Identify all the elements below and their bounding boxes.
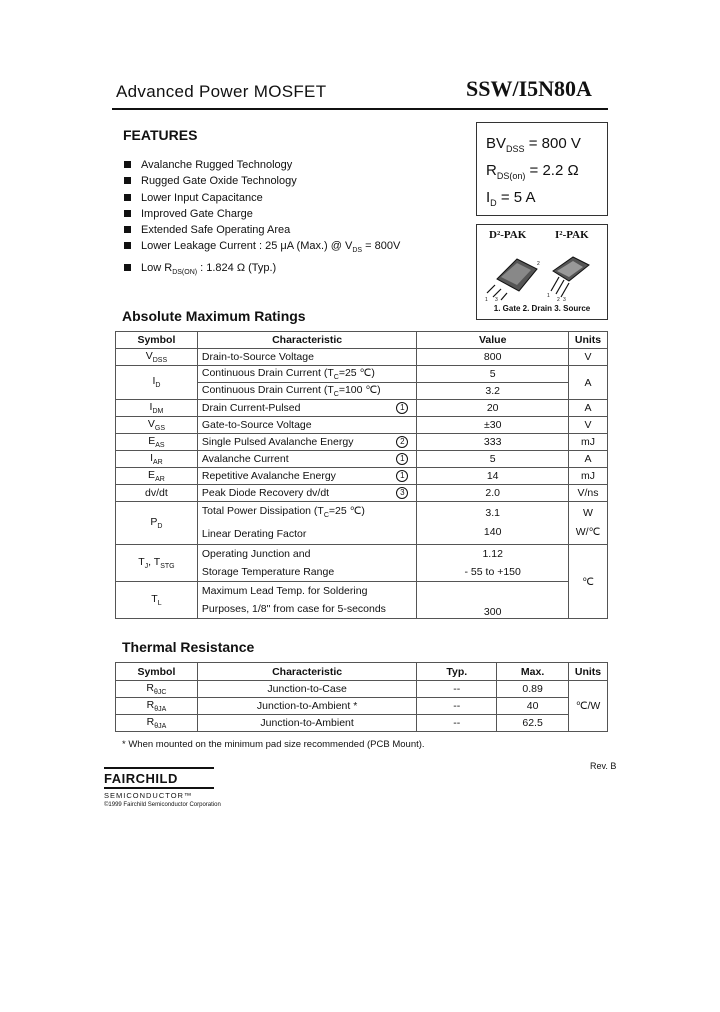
table-row: $T_L$ Maximum Lead Temp. for Soldering Purposes, 1/8" from case for 5-seconds 300 [116, 582, 608, 619]
table-row: $I_{DM}$ Drain Current-Pulsed 1 20 A [116, 400, 608, 417]
package-box [476, 224, 608, 320]
key-specs-box [476, 122, 608, 216]
svg-text:3: 3 [495, 297, 498, 303]
footnote: * When mounted on the minimum pad size recommended (PCB Mount). [122, 739, 425, 750]
table-row: $V_{DSS}$ Drain-to-Source Voltage 800 V [116, 349, 608, 366]
note-marker: 1 [396, 470, 408, 482]
thermal-table [115, 662, 608, 732]
feature-item: Extended Safe Operating Area [124, 222, 400, 238]
feature-item: Lower Leakage Current : 25 μA (Max.) @ $V_{DS} = 800V$ [124, 238, 400, 259]
i2pak-label: I²-PAK [555, 229, 589, 241]
table-row: $V_{GS}$ Gate-to-Source Voltage ±30 V [116, 417, 608, 434]
copyright: ©1999 Fairchild Semiconductor Corporation [104, 802, 221, 808]
table-row: $I_D$ Continuous Drain Current ($T_C=25$ ℃) 5 A [116, 366, 608, 383]
feature-item: Improved Gate Charge [124, 206, 400, 222]
note-marker: 2 [396, 436, 408, 448]
col-header: Units [569, 663, 608, 681]
logo-bar-bottom [104, 787, 214, 789]
i2pak-package-image [547, 257, 589, 303]
abs-max-table [115, 331, 608, 619]
table-row: $E_{AS}$ Single Pulsed Avalanche Energy 2 333 mJ [116, 434, 608, 451]
d2pak-package-image [485, 259, 540, 303]
feature-item: Lower Input Capacitance [124, 190, 400, 206]
col-header: Max. [497, 663, 569, 681]
features-list [124, 157, 400, 281]
logo-bar-top [104, 767, 214, 769]
features-title: FEATURES [123, 127, 198, 143]
part-number: SSW/I5N80A [466, 76, 592, 101]
table-row: $E_{AR}$ Repetitive Avalanche Energy 1 14 mJ [116, 468, 608, 485]
note-marker: 1 [396, 402, 408, 414]
table-row: $T_J$, $T_{STG}$ Operating Junction and Storage Temperature Range 1.12 - 55 to +150 ℃ [116, 545, 608, 582]
svg-text:1: 1 [485, 297, 488, 303]
svg-text:3: 3 [563, 297, 566, 303]
thermal-title: Thermal Resistance [122, 639, 255, 655]
table-header-row [116, 332, 608, 349]
note-marker: 3 [396, 487, 408, 499]
header-rule [112, 108, 608, 110]
fairchild-logo: FAIRCHILD [104, 771, 178, 786]
note-marker: 1 [396, 453, 408, 465]
table-header-row [116, 663, 608, 681]
col-header: Units [569, 332, 608, 349]
spec-id: $I_D = 5$ A [486, 189, 536, 208]
spec-bvdss: $BV_{DSS} = 800$ V [486, 135, 581, 154]
revision-label: Rev. B [590, 761, 617, 771]
logo-subtitle: SEMICONDUCTOR™ [104, 791, 193, 800]
table-row: $R_{\theta JC}$ Junction-to-Case -- 0.89 ℃/W [116, 681, 608, 698]
table-row: $P_D$ Total Power Dissipation ($T_C=25$ ℃) Linear Derating Factor 3.1 140 W W/℃ [116, 502, 608, 545]
feature-item: Low $R_{DS(ON)}$ : 1.824 Ω (Typ.) [124, 260, 400, 281]
pin-caption: 1. Gate 2. Drain 3. Source [493, 304, 591, 313]
package-drawing [485, 245, 601, 303]
col-header: Typ. [417, 663, 497, 681]
col-header: Characteristic [197, 663, 417, 681]
spec-rdson: $R_{DS(on)} = 2.2$ Ω [486, 162, 579, 181]
svg-text:1: 1 [547, 293, 550, 299]
svg-text:2: 2 [557, 297, 560, 303]
document-subtitle: Advanced Power MOSFET [116, 82, 327, 101]
d2pak-label: D²-PAK [489, 229, 527, 241]
col-header: Characteristic [197, 332, 417, 349]
table-row: dv/dt Peak Diode Recovery dv/dt 3 2.0 V/ns [116, 485, 608, 502]
feature-item: Rugged Gate Oxide Technology [124, 173, 400, 189]
table-row: $R_{\theta JA}$ Junction-to-Ambient -- 62.5 [116, 715, 608, 732]
col-header: Value [417, 332, 569, 349]
svg-text:2: 2 [537, 261, 540, 267]
table-row: Continuous Drain Current ($T_C=100$ ℃) 3.2 [116, 383, 608, 400]
col-header: Symbol [116, 332, 198, 349]
col-header: Symbol [116, 663, 198, 681]
feature-item: Avalanche Rugged Technology [124, 157, 400, 173]
table-row: $R_{\theta JA}$ Junction-to-Ambient * -- 40 [116, 698, 608, 715]
abs-max-title: Absolute Maximum Ratings [122, 308, 306, 324]
table-row: $I_{AR}$ Avalanche Current 1 5 A [116, 451, 608, 468]
